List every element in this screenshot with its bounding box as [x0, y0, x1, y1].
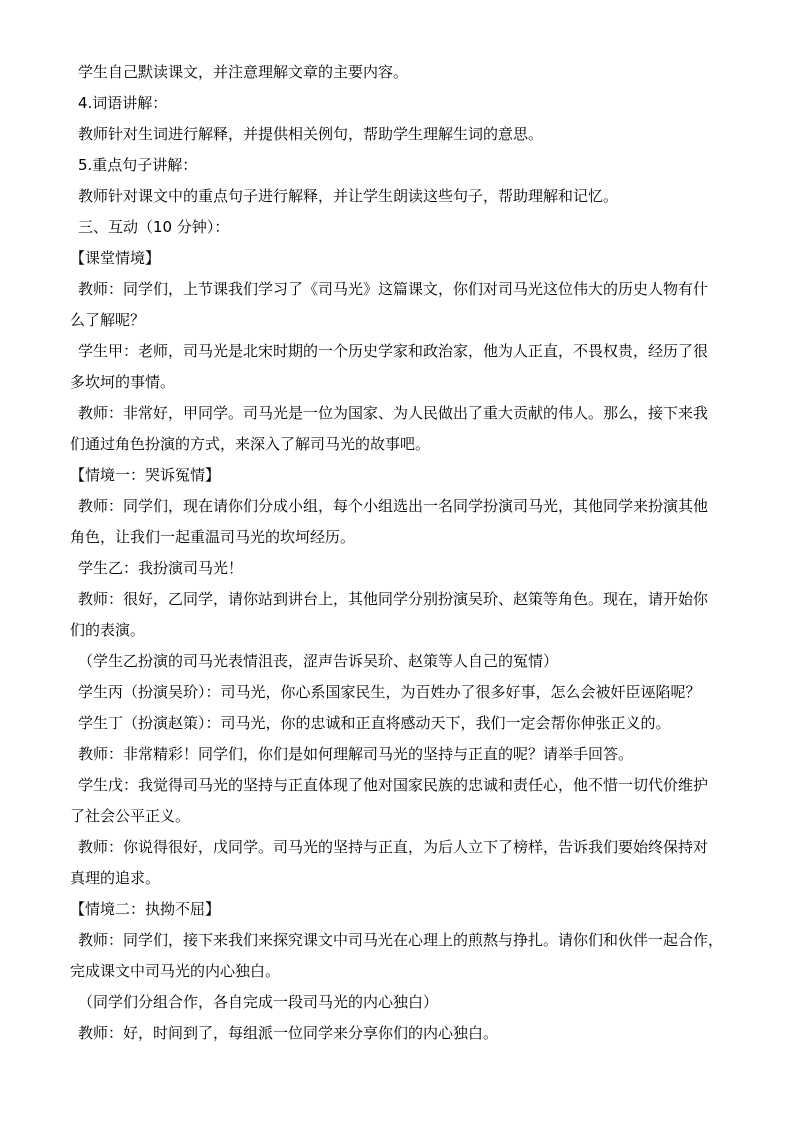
stage-direction: （学生乙扮演的司马光表情沮丧，涩声告诉吴玠、赵策等人自己的冤情） — [78, 652, 559, 670]
dialogue-line: 学生丙（扮演吴玠）：司马光，你心系国家民生，为百姓办了很多好事，怎么会被奸臣诬陷呢？ — [78, 683, 701, 701]
section-heading: 4.词语讲解： — [78, 94, 168, 112]
dialogue-line: 教师：同学们，现在请你们分成小组，每个小组选出一名同学扮演司马光，其他同学来扮演其他 — [78, 497, 709, 515]
dialogue-line: 教师：好，时间到了，每组派一位同学来分享你们的内心独白。 — [78, 1024, 499, 1042]
dialogue-line: 教师：你说得很好，戊同学。司马光的坚持与正直，为后人立下了榜样，告诉我们要始终保持对 — [78, 838, 709, 856]
document-body — [70, 57, 758, 1049]
dialogue-line: 学生丁（扮演赵策）：司马光，你的忠诚和正直将感动天下，我们一定会帮你伸张正义的。 — [78, 714, 671, 732]
dialogue-line: 教师：很好，乙同学，请你站到讲台上，其他同学分别扮演吴玠、赵策等角色。现在，请开始你 — [78, 590, 709, 608]
dialogue-line-continued: 角色，让我们一起重温司马光的坎坷经历。 — [70, 528, 356, 546]
section-heading: 5.重点句子讲解： — [78, 156, 198, 174]
dialogue-line-continued: 么了解呢？ — [70, 311, 146, 329]
dialogue-line-continued: 多坎坷的事情。 — [70, 373, 176, 391]
dialogue-line-continued: 了社会公平正义。 — [70, 807, 191, 825]
dialogue-line: 教师：同学们，接下来我们来探究课文中司马光在心理上的煎熬与挣扎。请你们和伙伴一起合作， — [78, 931, 724, 949]
dialogue-line-continued: 完成课文中司马光的内心独白。 — [70, 962, 281, 980]
scene-heading: 【课堂情境】 — [70, 249, 161, 267]
scene-heading: 【情境一：哭诉冤情】 — [70, 466, 221, 484]
dialogue-line: 学生乙：我扮演司马光！ — [78, 559, 244, 577]
scene-heading: 【情境二：执拗不屈】 — [70, 900, 221, 918]
dialogue-line: 教师：非常精彩！同学们，你们是如何理解司马光的坚持与正直的呢？请举手回答。 — [78, 745, 634, 763]
dialogue-line: 学生戊：我觉得司马光的坚持与正直体现了他对国家民族的忠诚和责任心，他不惜一切代价维护 — [78, 776, 709, 794]
dialogue-line-continued: 们通过角色扮演的方式，来深入了解司马光的故事吧。 — [70, 435, 431, 453]
dialogue-line-continued: 们的表演。 — [70, 621, 146, 639]
paragraph-line: 学生自己默读课文，并注意理解文章的主要内容。 — [78, 63, 409, 81]
dialogue-line: 教师：非常好，甲同学。司马光是一位为国家、为人民做出了重大贡献的伟人。那么，接下来我 — [78, 404, 709, 422]
dialogue-line-continued: 真理的追求。 — [70, 869, 161, 887]
paragraph-line: 教师针对课文中的重点句子进行解释，并让学生朗读这些句子，帮助理解和记忆。 — [78, 187, 619, 205]
dialogue-line: 学生甲：老师，司马光是北宋时期的一个历史学家和政治家，他为人正直，不畏权贵，经历了很 — [78, 342, 709, 360]
paragraph-line: 教师针对生词进行解释，并提供相关例句，帮助学生理解生词的意思。 — [78, 125, 544, 143]
section-heading: 三、互动（10 分钟）： — [78, 218, 230, 236]
stage-direction: （同学们分组合作，各自完成一段司马光的内心独白） — [78, 993, 439, 1011]
dialogue-line: 教师：同学们，上节课我们学习了《司马光》这篇课文，你们对司马光这位伟大的历史人物有什 — [78, 280, 709, 298]
